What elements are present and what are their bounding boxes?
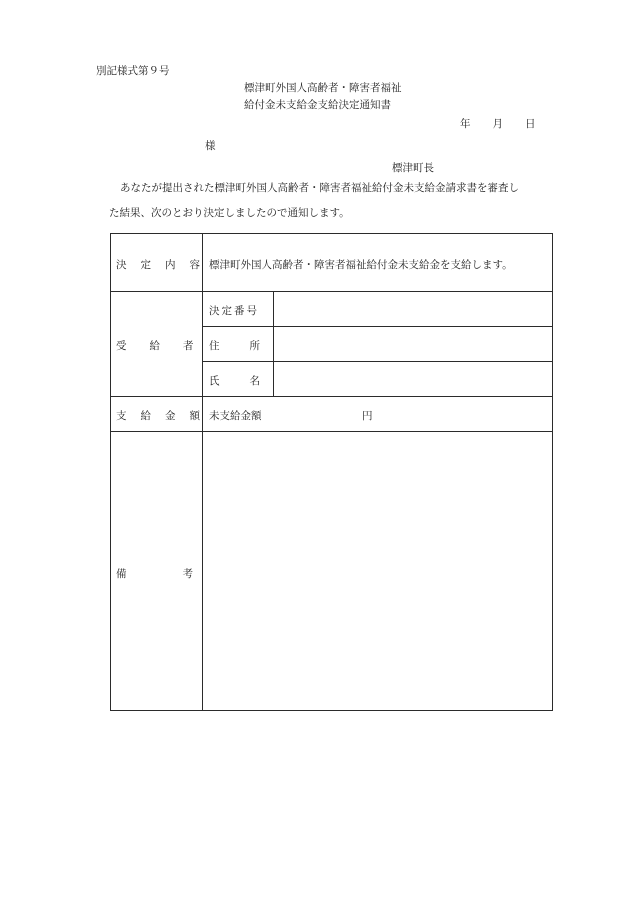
remarks-field[interactable] (203, 432, 552, 710)
body-text-line1: あなたが提出された標津町外国人高齢者・障害者福祉給付金未支給金請求書を審査し (120, 182, 519, 194)
decision-number-label: 決定番号 (209, 305, 259, 317)
decision-value: 標津町外国人高齢者・障害者福祉給付金未支給金を支給します。 (209, 259, 513, 271)
form-number: 別記様式第９号 (96, 65, 170, 77)
document-title-line1: 標津町外国人高齢者・障害者福祉 (244, 82, 402, 94)
document-title-line2: 給付金未支給金支給決定通知書 (244, 99, 391, 111)
amount-label: 支給金額 (116, 410, 214, 422)
remarks-label: 備考 (116, 568, 249, 580)
decision-number-field[interactable] (274, 292, 552, 325)
address-label: 住所 (209, 340, 290, 352)
amount-sublabel: 未支給金額 (209, 410, 262, 422)
recipient-label: 受給者 (116, 340, 217, 352)
table-rule (110, 396, 553, 397)
date-year: 年 (460, 118, 471, 130)
decision-label (116, 257, 214, 272)
body-text-line2: た結果、次のとおり決定しましたので通知します。 (109, 207, 350, 219)
date-month: 月 (492, 118, 503, 130)
date-line (460, 116, 536, 131)
name-field[interactable] (274, 362, 552, 395)
decision-label-text: 決定内容 (116, 259, 214, 271)
issuer: 標津町長 (392, 162, 434, 174)
address-field[interactable] (274, 327, 552, 360)
amount-unit: 円 (362, 410, 373, 422)
addressee-suffix: 様 (205, 140, 216, 152)
date-day: 日 (525, 118, 536, 130)
name-label: 氏名 (209, 375, 290, 387)
